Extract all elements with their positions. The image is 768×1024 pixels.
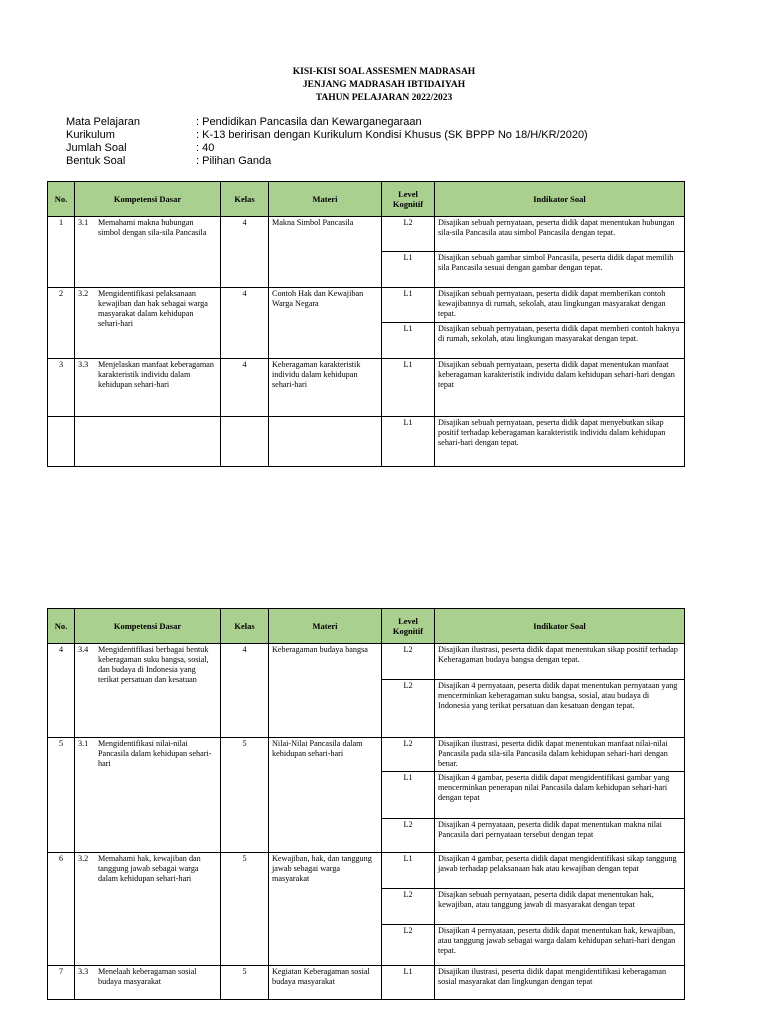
table-row bbox=[48, 738, 685, 772]
col-header-level: Level Kognitif bbox=[382, 609, 435, 644]
table-row bbox=[48, 417, 685, 467]
kd-text: Memahami makna hubungan simbol dengan sila-sila Pancasila bbox=[98, 218, 207, 237]
kompetensi-dasar-cell bbox=[75, 288, 221, 359]
materi-cell: Kewajiban, hak, dan tanggung jawab sebagai warga masyarakat bbox=[269, 853, 382, 966]
indikator-soal-cell: Disajikan sebuah pernyataan, peserta didik dapat menentukan hubungan sila-sila Pancasila atau simbol Pancasila dengan tepat. bbox=[435, 217, 685, 252]
table-row bbox=[48, 288, 685, 323]
table-row bbox=[48, 853, 685, 889]
table-header-row bbox=[48, 609, 685, 644]
kompetensi-dasar-cell bbox=[75, 966, 221, 1000]
kd-number: 3.2 bbox=[78, 289, 89, 298]
kompetensi-dasar-cell bbox=[75, 217, 221, 288]
col-header-level: Level Kognitif bbox=[382, 182, 435, 217]
table-row bbox=[48, 644, 685, 680]
meta-value: : Pilihan Ganda bbox=[196, 155, 272, 167]
kd-number: 3.3 bbox=[78, 360, 89, 369]
kompetensi-dasar bbox=[78, 289, 217, 329]
table-row bbox=[48, 966, 685, 1000]
materi-cell: Nilai-Nilai Pancasila dalam kehidupan sehari-hari bbox=[269, 738, 382, 853]
col-header-no: No. bbox=[48, 182, 75, 217]
kompetensi-dasar-cell bbox=[75, 853, 221, 966]
meta-label: Bentuk Soal bbox=[66, 155, 126, 167]
kd-text: Memahami hak, kewajiban dan tanggung jawab sebagai warga dalam kehidupan sehari-hari bbox=[98, 854, 201, 883]
col-header-kompetensi: Kompetensi Dasar bbox=[75, 609, 221, 644]
row-number: 5 bbox=[48, 738, 75, 853]
table-header-row bbox=[48, 182, 685, 217]
kd-number: 3.1 bbox=[78, 739, 89, 748]
indikator-soal-cell: Disajikan 4 pernyataan, peserta didik dapat menentukan hak, kewajiban, atau tanggung jawab sebagai warga dalam kehidupan sehari-hari dengan tepat. bbox=[435, 925, 685, 966]
col-header-kelas: Kelas bbox=[221, 609, 269, 644]
col-header-indikator: Indikator Soal bbox=[435, 609, 685, 644]
document-year: TAHUN PELAJARAN 2022/2023 bbox=[315, 93, 453, 103]
col-header-materi: Materi bbox=[269, 182, 382, 217]
meta-label: Jumlah Soal bbox=[66, 142, 127, 154]
level-kognitif-cell: L1 bbox=[382, 323, 435, 359]
kd-number: 3.4 bbox=[78, 645, 89, 654]
level-kognitif-cell: L1 bbox=[382, 359, 435, 417]
kompetensi-dasar bbox=[78, 967, 217, 987]
materi-cell: Kegiatan Keberagaman sosial budaya masyarakat bbox=[269, 966, 382, 1000]
kd-number: 3.1 bbox=[78, 218, 89, 227]
col-header-kelas: Kelas bbox=[221, 182, 269, 217]
kelas-cell: 4 bbox=[221, 217, 269, 288]
meta-value: : K-13 beririsan dengan Kurikulum Kondisi Khusus (SK BPPP No 18/H/KR/2020) bbox=[196, 129, 588, 141]
kelas-cell: 4 bbox=[221, 644, 269, 738]
level-kognitif-cell: L1 bbox=[382, 772, 435, 819]
kompetensi-dasar-cell bbox=[75, 644, 221, 738]
kompetensi-dasar-cell bbox=[75, 417, 221, 467]
kelas-cell: 5 bbox=[221, 738, 269, 853]
level-kognitif-cell: L2 bbox=[382, 738, 435, 772]
kd-text: Menelaah keberagaman sosial budaya masyarakat bbox=[98, 967, 197, 986]
materi-cell: Keberagaman budaya bangsa bbox=[269, 644, 382, 738]
meta-label: Kurikulum bbox=[66, 129, 115, 141]
row-number bbox=[48, 417, 75, 467]
row-number: 3 bbox=[48, 359, 75, 417]
kisi-table-2 bbox=[47, 608, 685, 1000]
indikator-soal-cell: Disajkan sebuah pernyataan, peserta didik dapat menentukan hak, kewajiban, atau tanggung jawab di masyarakat dengan tepat bbox=[435, 889, 685, 925]
kd-number: 3.2 bbox=[78, 854, 89, 863]
level-kognitif-cell: L1 bbox=[382, 252, 435, 288]
materi-cell: Keberagaman karakteristik individu dalam kehidupan sehari-hari bbox=[269, 359, 382, 417]
indikator-soal-cell: Disajikan sebuah pernyataan, peserta didik dapat memberi contoh haknya di rumah, sekolah, atau lingkungan masyarakat dengan tepat. bbox=[435, 323, 685, 359]
indikator-soal-cell: Disajikan sebuah gambar simbol Pancasila, peserta didik dapat memilih sila Pancasila sesuai dengan gambar dengan tepat. bbox=[435, 252, 685, 288]
level-kognitif-cell: L2 bbox=[382, 217, 435, 252]
kd-text: Mengidentifikasi berbagai bentuk keberagaman suku bangsa, sosial, dan budaya di Indonesia yang terikat persatuan dan kesatuan bbox=[98, 645, 209, 684]
level-kognitif-cell: L1 bbox=[382, 966, 435, 1000]
row-number: 4 bbox=[48, 644, 75, 738]
col-header-no: No. bbox=[48, 609, 75, 644]
kompetensi-dasar-cell bbox=[75, 359, 221, 417]
level-kognitif-cell: L2 bbox=[382, 644, 435, 680]
kd-text: Mengidentifikasi pelaksanaan kewajiban dan hak sebagai warga masyarakat dalam kehidupan sehari-hari bbox=[98, 289, 208, 328]
indikator-soal-cell: Disajikan sebuah pernyataan, peserta didik dapat menyebutkan sikap positif terhadap keberagaman karakteristik individu dalam kehidupan sehari-hari dengan tepat. bbox=[435, 417, 685, 467]
kelas-cell: 4 bbox=[221, 359, 269, 417]
meta-row-kurikulum bbox=[66, 129, 588, 142]
meta-value: : Pendidikan Pancasila dan Kewarganegaraan bbox=[196, 116, 422, 128]
document-subtitle: JENJANG MADRASAH IBTIDAIYAH bbox=[302, 80, 466, 90]
kd-number: 3.3 bbox=[78, 967, 89, 976]
col-header-kompetensi: Kompetensi Dasar bbox=[75, 182, 221, 217]
row-number: 7 bbox=[48, 966, 75, 1000]
col-header-materi: Materi bbox=[269, 609, 382, 644]
kompetensi-dasar bbox=[78, 739, 217, 769]
row-number: 6 bbox=[48, 853, 75, 966]
indikator-soal-cell: Disajikan sebuah pernyataan, peserta didik dapat menentukan manfaat keberagaman karakteristik individu dalam kehidupan sehari-hari dengan tepat bbox=[435, 359, 685, 417]
indikator-soal-cell: Disajikan 4 gambar, peserta didik dapat mengidentifikasi sikap tanggung jawab terhadap pelaksanaan hak atau kewajiban dengan tepat bbox=[435, 853, 685, 889]
kompetensi-dasar bbox=[78, 218, 217, 238]
indikator-soal-cell: Disajikan 4 pernyataan, peserta didik dapat menentukan makna nilai Pancasila dari pernyataan tersebut dengan tepat bbox=[435, 819, 685, 853]
materi-cell: Contoh Hak dan Kewajiban Warga Negara bbox=[269, 288, 382, 359]
indikator-soal-cell: Disajikan ilustrasi, peserta didik dapat mengidentifikasi keberagaman sosial masyarakat dan lingkungan dengan tepat bbox=[435, 966, 685, 1000]
table-row bbox=[48, 217, 685, 252]
col-header-indikator: Indikator Soal bbox=[435, 182, 685, 217]
document-title: KISI-KISI SOAL ASSESMEN MADRASAH bbox=[292, 67, 476, 77]
indikator-soal-cell: Disajikan sebuah pernyataan, peserta didik dapat memberikan contoh kewajibannya di rumah, sekolah, atau lingkungan masyarakat dengan tepat. bbox=[435, 288, 685, 323]
kompetensi-dasar bbox=[78, 360, 217, 390]
level-kognitif-cell: L1 bbox=[382, 417, 435, 467]
meta-block bbox=[66, 116, 588, 168]
meta-label: Mata Pelajaran bbox=[66, 116, 140, 128]
indikator-soal-cell: Disajikan 4 gambar, peserta didik dapat mengidentifikasi gambar yang mencerminkan penerapan nilai Pancasila dalam kehidupan sehari-hari dengan tepat bbox=[435, 772, 685, 819]
kelas-cell: 5 bbox=[221, 853, 269, 966]
kelas-cell bbox=[221, 417, 269, 467]
materi-cell: Makna Simbol Pancasila bbox=[269, 217, 382, 288]
kompetensi-dasar-cell bbox=[75, 738, 221, 853]
row-number: 1 bbox=[48, 217, 75, 288]
materi-cell bbox=[269, 417, 382, 467]
kd-text: Menjelaskan manfaat keberagaman karakteristik individu dalam kehidupan sehari-hari bbox=[98, 360, 214, 389]
kompetensi-dasar bbox=[78, 854, 217, 884]
row-number: 2 bbox=[48, 288, 75, 359]
level-kognitif-cell: L2 bbox=[382, 680, 435, 738]
kompetensi-dasar bbox=[78, 645, 217, 685]
table-row bbox=[48, 359, 685, 417]
indikator-soal-cell: Disajikan ilustrasi, peserta didik dapat menentukan manfaat nilai-nilai Pancasila pada sila-sila Pancasila dalam kehidupan sehari-hari dengan benar. bbox=[435, 738, 685, 772]
kisi-table-1 bbox=[47, 181, 685, 467]
kelas-cell: 4 bbox=[221, 288, 269, 359]
level-kognitif-cell: L2 bbox=[382, 925, 435, 966]
indikator-soal-cell: Disajikan 4 pernyataan, peserta didik dapat menentukan pernyataan yang mencerminkan keberagaman suku bangsa, sosial, atau budaya di Indonesia yang terikat persatuan dan kesatuan dengan tepat. bbox=[435, 680, 685, 738]
level-kognitif-cell: L1 bbox=[382, 853, 435, 889]
kd-text: Mengidentifikasi nilai-nilai Pancasila dalam kehidupan sehari-hari bbox=[98, 739, 212, 768]
meta-value: : 40 bbox=[196, 142, 215, 154]
indikator-soal-cell: Disajikan ilustrasi, peserta didik dapat menentukan sikap positif terhadap Keberagaman budaya bangsa dengan tepat. bbox=[435, 644, 685, 680]
meta-row-bentuk-soal bbox=[66, 155, 588, 168]
level-kognitif-cell: L2 bbox=[382, 819, 435, 853]
kelas-cell: 5 bbox=[221, 966, 269, 1000]
level-kognitif-cell: L1 bbox=[382, 288, 435, 323]
level-kognitif-cell: L2 bbox=[382, 889, 435, 925]
meta-row-mata-pelajaran bbox=[66, 116, 588, 129]
meta-row-jumlah-soal bbox=[66, 142, 588, 155]
